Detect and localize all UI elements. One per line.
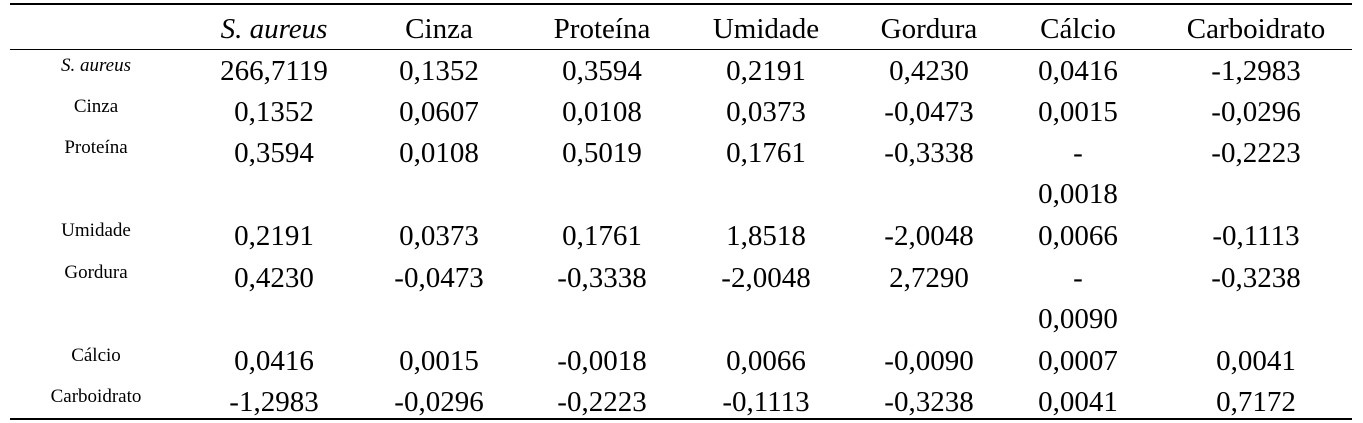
table-cell: -2,0048 — [721, 262, 811, 294]
column-header-cinza: Cinza — [405, 13, 473, 45]
table-cell: 0,2191 — [726, 55, 806, 87]
table-cell: 0,0090 — [1038, 303, 1118, 335]
table-cell: 0,0018 — [1038, 178, 1118, 210]
table-cell: -0,2223 — [557, 386, 647, 418]
table-cell: 0,1761 — [562, 220, 642, 252]
table-cell: -1,2983 — [1211, 55, 1301, 87]
table-cell: 0,0015 — [1038, 96, 1118, 128]
table-cell: 0,0108 — [562, 96, 642, 128]
table-cell: 0,1761 — [726, 137, 806, 169]
row-label-proteina: Proteína — [64, 137, 128, 158]
table-cell: 0,0373 — [726, 96, 806, 128]
table-cell: -0,0018 — [557, 345, 647, 377]
table-cell: -0,0090 — [884, 345, 974, 377]
table-cell: 0,4230 — [234, 262, 314, 294]
table-cell: -2,0048 — [884, 220, 974, 252]
row-label-cinza: Cinza — [73, 96, 119, 117]
table-cell: -0,3238 — [884, 386, 974, 418]
table-cell: 266,7119 — [220, 55, 328, 87]
table-cell: 2,7290 — [889, 262, 969, 294]
table-cell: 0,1352 — [399, 55, 479, 87]
table-cell: 1,8518 — [726, 220, 806, 252]
row-label-calcio: Cálcio — [71, 345, 121, 366]
table-cell: -0,1113 — [1212, 220, 1300, 252]
table-cell: -0,0296 — [1211, 96, 1301, 128]
column-header-proteina: Proteína — [553, 13, 651, 45]
table-cell: 0,0607 — [399, 96, 479, 128]
table-header-rule — [10, 49, 1352, 50]
table-cell: 0,0041 — [1216, 345, 1296, 377]
column-header-calcio: Cálcio — [1040, 13, 1116, 45]
table-cell: -0,3338 — [884, 137, 974, 169]
table-cell: -0,1113 — [722, 386, 810, 418]
table-cell: -0,0296 — [394, 386, 484, 418]
table-cell: 0,1352 — [234, 96, 314, 128]
table-cell: 0,0416 — [1038, 55, 1118, 87]
table-cell: -0,0473 — [394, 262, 484, 294]
column-header-carboidrato: Carboidrato — [1186, 13, 1326, 45]
table-cell: 0,5019 — [562, 137, 642, 169]
table-cell: 0,0007 — [1038, 345, 1118, 377]
row-label-gordura: Gordura — [64, 262, 128, 283]
table-cell: 0,0066 — [1038, 220, 1118, 252]
table-cell: -1,2983 — [229, 386, 319, 418]
table-cell: 0,3594 — [234, 137, 314, 169]
table-cell: 0,0015 — [399, 345, 479, 377]
table-cell: 0,0066 — [726, 345, 806, 377]
column-header-gordura: Gordura — [880, 13, 978, 45]
table-cell: 0,0416 — [234, 345, 314, 377]
table-cell: -0,3238 — [1211, 262, 1301, 294]
table-cell: -0,0473 — [884, 96, 974, 128]
table-cell: -0,3338 — [557, 262, 647, 294]
table-cell: - — [1073, 262, 1083, 294]
table-cell: 0,4230 — [889, 55, 969, 87]
table-cell: 0,0373 — [399, 220, 479, 252]
column-header-s-aureus: S. aureus — [220, 13, 328, 45]
column-header-umidade: Umidade — [712, 13, 820, 45]
table-cell: 0,3594 — [562, 55, 642, 87]
table-cell: 0,2191 — [234, 220, 314, 252]
row-label-umidade: Umidade — [61, 220, 131, 241]
row-label-carboidrato: Carboidrato — [50, 386, 142, 407]
table-cell: 0,7172 — [1216, 386, 1296, 418]
table-cell: -0,2223 — [1211, 137, 1301, 169]
table-cell: 0,0041 — [1038, 386, 1118, 418]
table-top-rule — [10, 3, 1352, 5]
table-cell: 0,0108 — [399, 137, 479, 169]
table-cell: - — [1073, 137, 1083, 169]
row-label-s-aureus: S. aureus — [60, 55, 132, 76]
table-bottom-rule — [10, 418, 1352, 420]
